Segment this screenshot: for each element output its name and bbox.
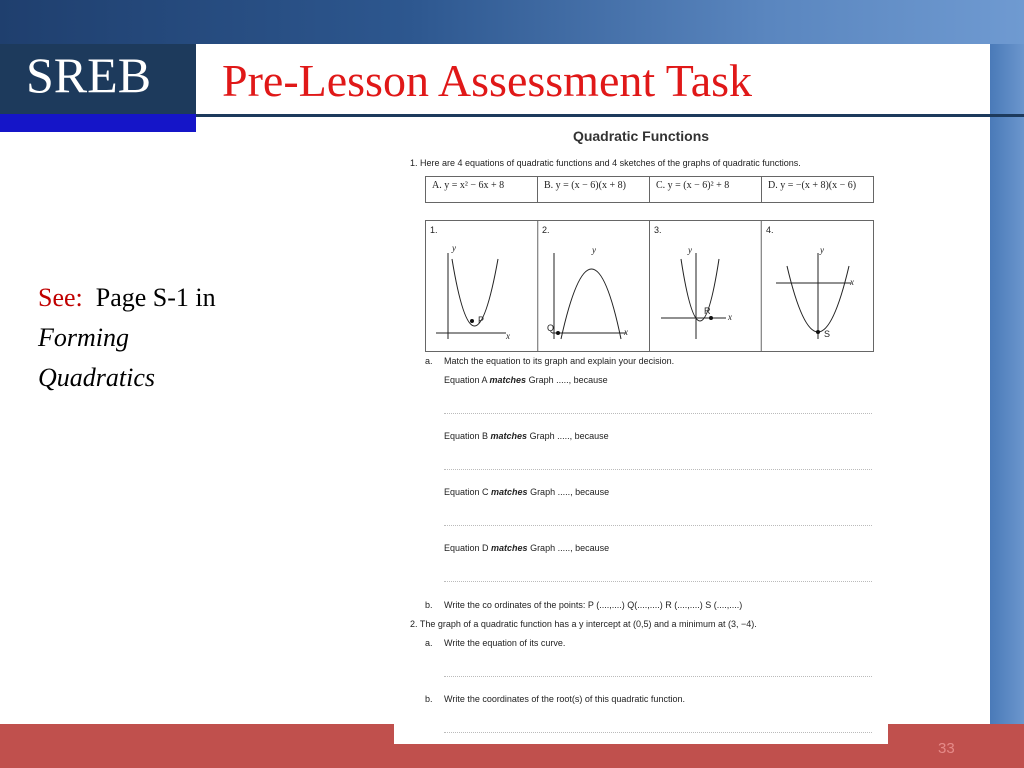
question-2b-label: b. bbox=[425, 694, 433, 704]
question-1: 1. Here are 4 equations of quadratic functions and 4 sketches of the graphs of quadratic functions. bbox=[410, 158, 801, 168]
graph-1-x-label: x bbox=[506, 331, 510, 341]
graph-4-number: 4. bbox=[766, 225, 774, 235]
answer-line bbox=[444, 469, 872, 470]
graph-2-y-label: y bbox=[592, 245, 596, 255]
book-title-line1: Forming bbox=[38, 323, 129, 352]
graph-sketches bbox=[426, 221, 873, 351]
question-2b: Write the coordinates of the root(s) of this quadratic function. bbox=[444, 694, 685, 704]
title-rule bbox=[196, 114, 1024, 117]
question-a-label: a. bbox=[425, 356, 433, 366]
sreb-logo: SREB bbox=[26, 47, 152, 103]
question-2a-label: a. bbox=[425, 638, 433, 648]
match-d-pre: Equation D bbox=[444, 543, 492, 553]
point-s-label: S bbox=[824, 329, 831, 339]
answer-line bbox=[444, 676, 872, 677]
point-q-label: Q bbox=[547, 323, 555, 333]
graph-3-y-label: y bbox=[688, 245, 692, 255]
equation-c: C. y = (x − 6)² + 8 bbox=[650, 177, 762, 202]
graph-2-number: 2. bbox=[542, 225, 550, 235]
graph-1-y-label: y bbox=[452, 243, 456, 253]
match-a-bold: matches bbox=[489, 375, 527, 385]
book-title-line2: Quadratics bbox=[38, 363, 155, 392]
graph-2-x-label: x bbox=[624, 327, 628, 337]
match-equation-c bbox=[444, 487, 609, 497]
see-reference bbox=[38, 278, 216, 398]
graph-3-x-label: x bbox=[728, 312, 732, 322]
equation-d: D. y = −(x + 8)(x − 6) bbox=[768, 180, 857, 191]
match-a-post: Graph ....., because bbox=[526, 375, 608, 385]
slide-number: 33 bbox=[938, 740, 955, 757]
question-2a: Write the equation of its curve. bbox=[444, 638, 566, 648]
match-c-bold: matches bbox=[491, 487, 528, 497]
point-p-label: P bbox=[478, 315, 485, 325]
graph-1-number: 1. bbox=[430, 225, 438, 235]
slide-title: Pre-Lesson Assessment Task bbox=[222, 55, 753, 106]
top-band bbox=[0, 0, 1024, 44]
graph-3-number: 3. bbox=[654, 225, 662, 235]
question-a: Match the equation to its graph and explain your decision. bbox=[444, 356, 675, 366]
graph-4-x-label: x bbox=[850, 277, 854, 287]
match-b-bold: matches bbox=[490, 431, 528, 441]
see-label: See: bbox=[38, 283, 83, 312]
match-b-post: Graph ....., because bbox=[527, 431, 609, 441]
worksheet-image bbox=[394, 118, 888, 744]
question-2: 2. The graph of a quadratic function has a y intercept at (0,5) and a minimum at (3, −4). bbox=[410, 619, 757, 629]
graphs-table bbox=[425, 220, 874, 352]
match-equation-b bbox=[444, 431, 609, 441]
answer-line bbox=[444, 413, 872, 414]
match-a-pre: Equation A bbox=[444, 375, 490, 385]
equations-table bbox=[425, 176, 874, 203]
answer-line bbox=[444, 732, 872, 733]
answer-line bbox=[444, 581, 872, 582]
worksheet-heading: Quadratic Functions bbox=[572, 128, 710, 144]
question-b: Write the co ordinates of the points: P (....,....) Q(....,....) R (....,....) S (....,....) bbox=[444, 600, 743, 610]
match-c-pre: Equation C bbox=[444, 487, 492, 497]
match-d-post: Graph ....., because bbox=[527, 543, 610, 553]
answer-line bbox=[444, 525, 872, 526]
equation-b: B. y = (x − 6)(x + 8) bbox=[538, 177, 650, 202]
see-text: Page S-1 in bbox=[95, 283, 216, 312]
question-b-label: b. bbox=[425, 600, 433, 610]
right-bar bbox=[990, 44, 1024, 724]
graph-4-y-label: y bbox=[820, 245, 824, 255]
logo-underline bbox=[0, 114, 196, 132]
match-equation-d bbox=[444, 543, 609, 553]
match-equation-a bbox=[444, 375, 608, 385]
equation-a: A. y = x² − 6x + 8 bbox=[426, 177, 538, 202]
match-b-pre: Equation B bbox=[444, 431, 491, 441]
match-c-post: Graph ....., because bbox=[527, 487, 610, 497]
point-r-label: R bbox=[704, 306, 711, 316]
match-d-bold: matches bbox=[491, 543, 528, 553]
